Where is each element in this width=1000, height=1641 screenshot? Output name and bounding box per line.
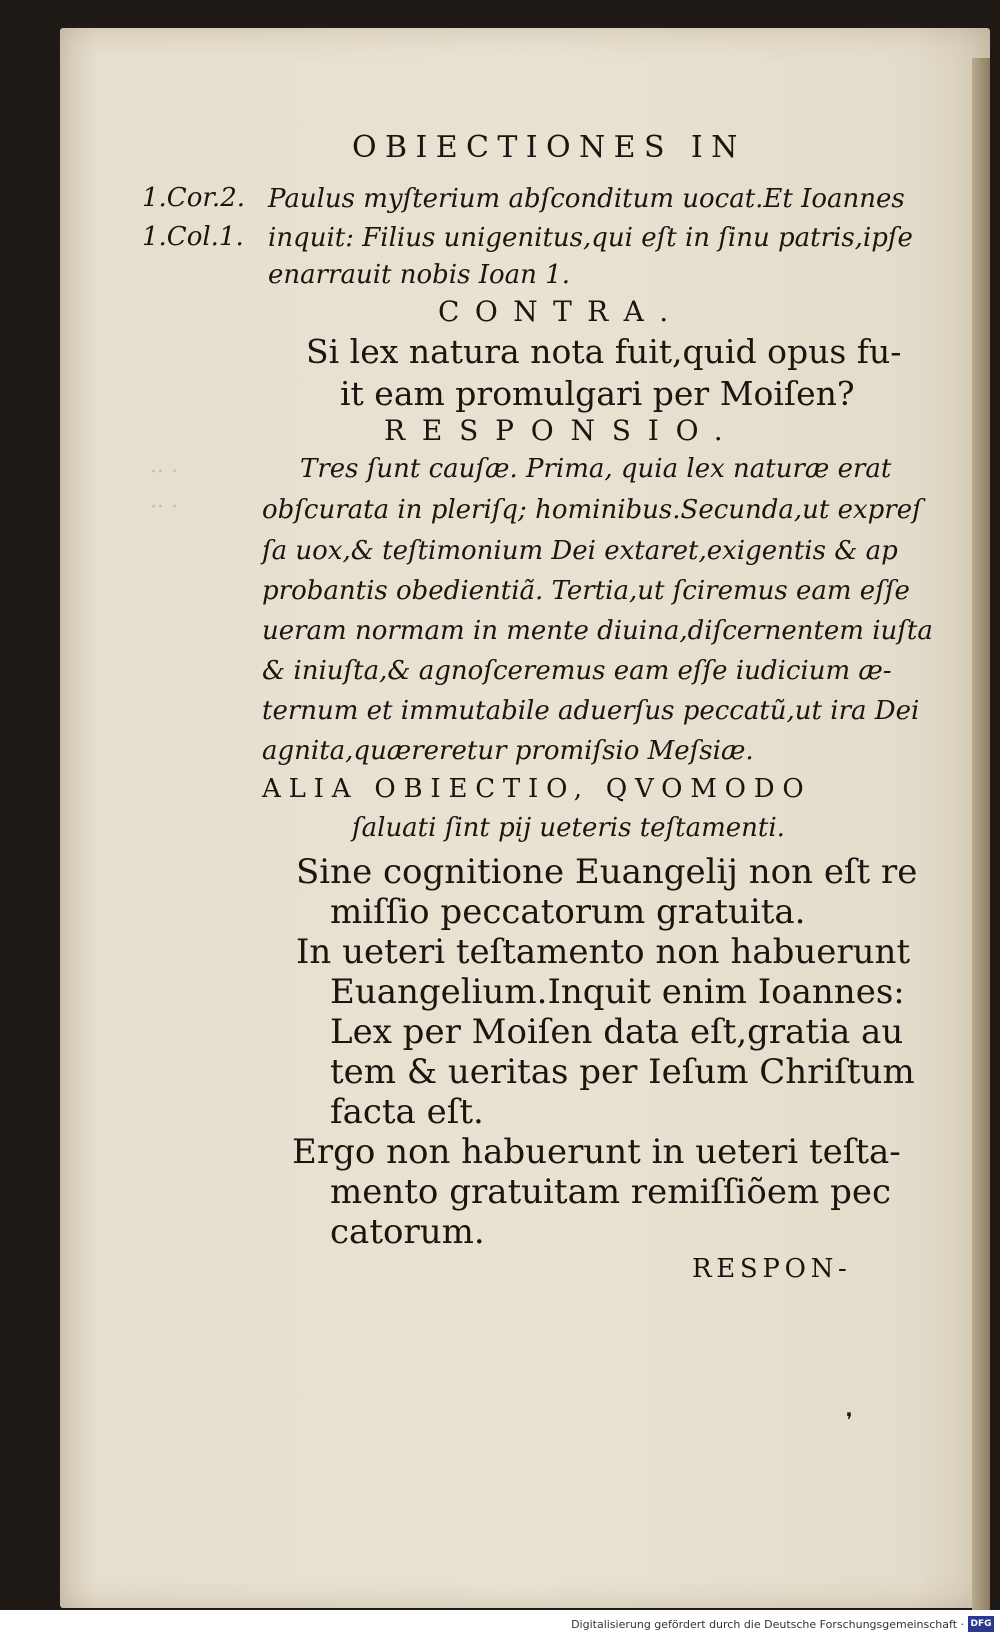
- text-line: inquit: Filius unigenitus,qui eſt in ſinu patris,ipſe: [268, 223, 913, 253]
- dfg-logo: DFG: [968, 1616, 994, 1632]
- section-subheading: ſaluati ſint pij ueteris teſtamenti.: [352, 813, 785, 843]
- text-line: ſa uox,& teſtimonium Dei extaret,exigentis & ap: [262, 536, 898, 566]
- section-heading: CONTRA.: [438, 295, 684, 328]
- ink-mark: ❜: [846, 1408, 853, 1432]
- text-line: probantis obedientiã. Tertia,ut ſciremus eam eſſe: [262, 576, 910, 606]
- text-line: Euangelium.Inquit enim Ioannes:: [330, 972, 905, 1012]
- footer-credit: Digitalisierung gefördert durch die Deutsche Forschungsgemeinschaft ·: [571, 1618, 964, 1631]
- section-heading: ALIA OBIECTIO, QVOMODO: [262, 774, 812, 804]
- text-line: obſcurata in pleriſq; hominibus.Secunda,ut expreſ: [262, 495, 922, 525]
- page-edge: [972, 58, 990, 1618]
- bleed-through-mark: ·· ·: [150, 460, 178, 485]
- text-line: Tres ſunt cauſæ. Prima, quia lex naturæ erat: [300, 454, 892, 484]
- text-line: enarrauit nobis Ioan 1.: [268, 260, 570, 290]
- text-line: Ergo non habuerunt in ueteri teſta-: [292, 1132, 901, 1172]
- text-line: & iniuſta,& agnoſceremus eam eſſe iudicium æ-: [262, 656, 892, 686]
- running-header: OBIECTIONES IN: [352, 130, 746, 165]
- text-line: Si lex natura nota fuit,quid opus fu-: [306, 332, 902, 371]
- text-line: Lex per Moiſen data eſt,gratia au: [330, 1012, 904, 1052]
- digitization-footer: [0, 1610, 1000, 1641]
- text-line: mento gratuitam remiſſiõem pec: [330, 1172, 891, 1212]
- margin-note: 1.Col.1.: [142, 222, 244, 252]
- text-line: ternum et immutabile aduerſus peccatũ,ut ira Dei: [262, 696, 920, 726]
- text-line: ueram normam in mente diuina,diſcernentem iuſta: [262, 616, 933, 646]
- text-line: facta eſt.: [330, 1092, 484, 1132]
- text-line: tem & ueritas per Ieſum Chriſtum: [330, 1052, 915, 1092]
- text-line: Sine cognitione Euangelij non eſt re: [296, 852, 918, 892]
- text-line: agnita,quæreretur promiſsio Meſsiæ.: [262, 736, 754, 766]
- text-line: Paulus myſterium abſconditum uocat.Et Ioannes: [268, 184, 905, 214]
- text-line: In ueteri teſtamento non habuerunt: [296, 932, 911, 972]
- section-heading: RESPONSIO.: [384, 414, 740, 447]
- bleed-through-mark: ·· ·: [150, 495, 178, 520]
- catchword: RESPON-: [692, 1254, 852, 1284]
- text-line: miſſio peccatorum gratuita.: [330, 892, 806, 932]
- text-line: it eam promulgari per Moiſen?: [340, 374, 855, 413]
- text-line: catorum.: [330, 1212, 485, 1252]
- margin-note: 1.Cor.2.: [142, 183, 245, 213]
